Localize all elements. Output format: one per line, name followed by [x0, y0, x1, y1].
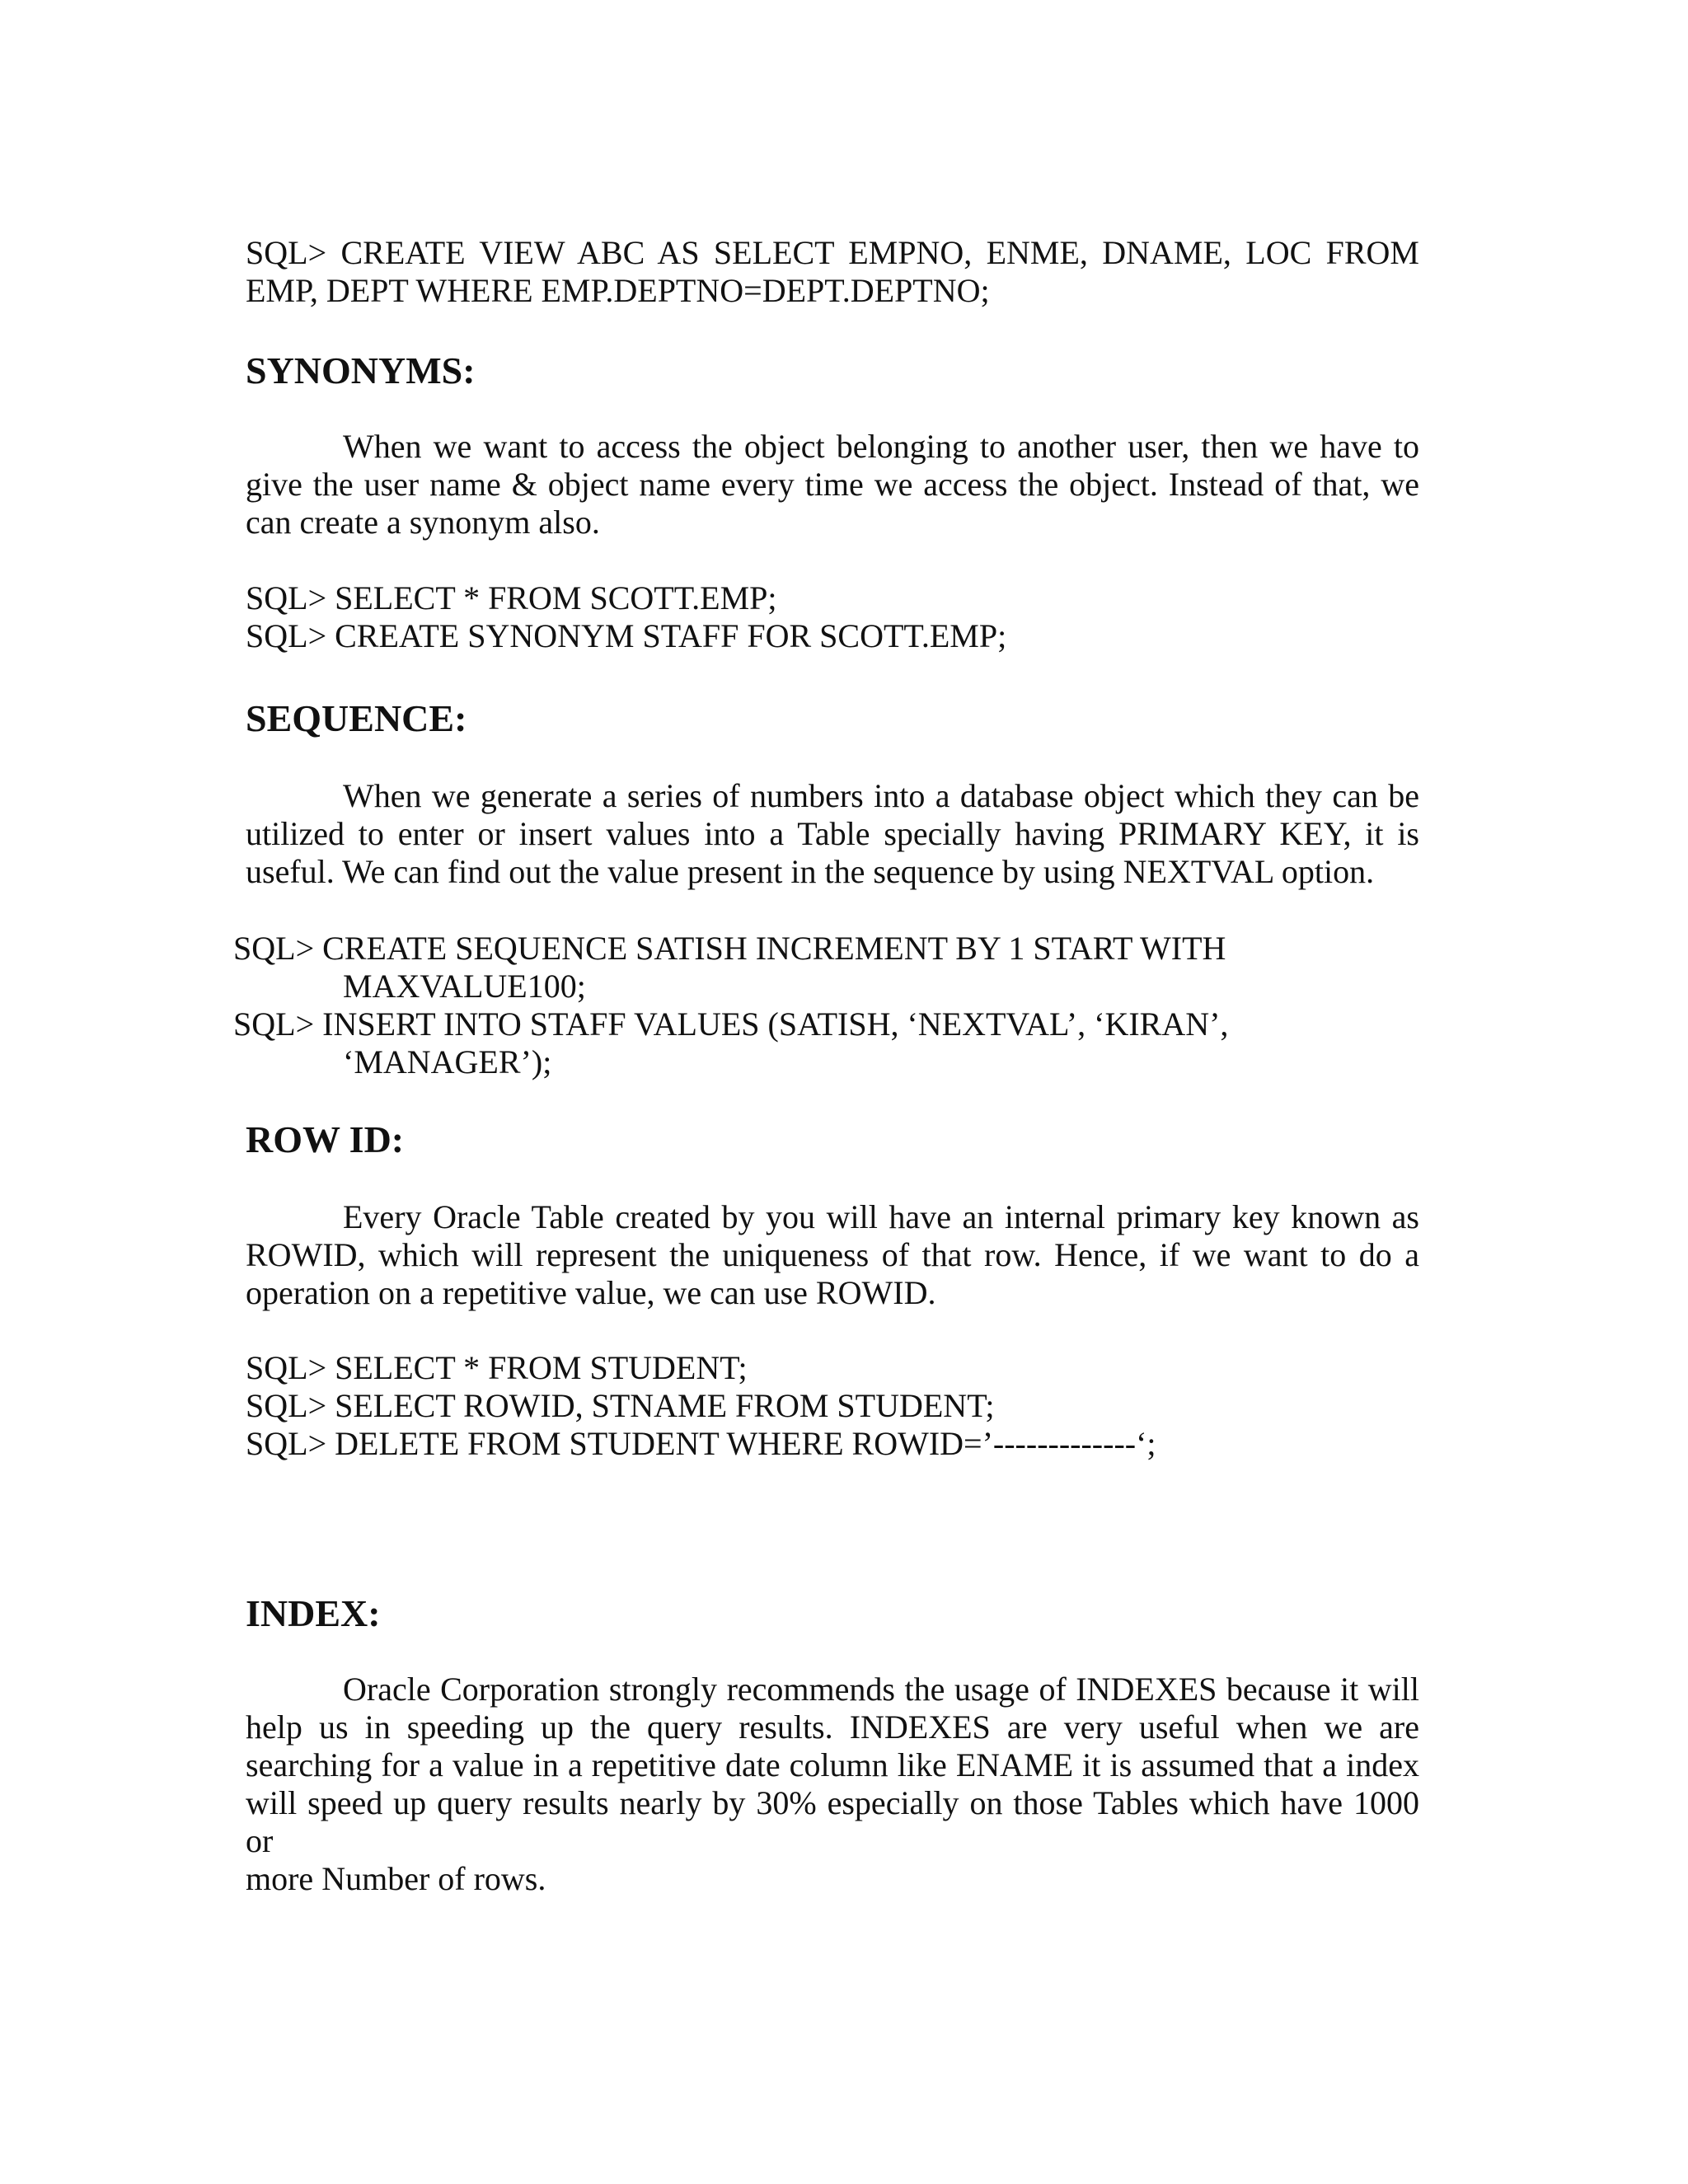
- synonyms-heading: SYNONYMS:: [246, 349, 476, 391]
- rowid-sql-2: SQL> SELECT ROWID, STNAME FROM STUDENT;: [246, 1387, 995, 1424]
- index-para-line-2: help us in speeding up the query results. INDEXES are very useful when we are: [246, 1708, 1419, 1746]
- synonyms-para-line-2: give the user name & object name every time we access the object. Instead of that, we: [246, 466, 1419, 503]
- rowid-para-line-1: Every Oracle Table created by you will have an internal primary key known as: [343, 1198, 1419, 1235]
- index-para-line-5: more Number of rows.: [246, 1860, 546, 1897]
- view-sql-line-1: SQL> CREATE VIEW ABC AS SELECT EMPNO, ENME, DNAME, LOC FROM: [246, 234, 1419, 271]
- rowid-sql-1: SQL> SELECT * FROM STUDENT;: [246, 1349, 748, 1386]
- synonyms-para-line-1: When we want to access the object belonging to another user, then we have to: [343, 428, 1419, 465]
- sequence-para-line-3: useful. We can find out the value present in the sequence by using NEXTVAL option.: [246, 853, 1375, 890]
- rowid-para-line-3: operation on a repetitive value, we can use ROWID.: [246, 1274, 936, 1311]
- sequence-sql-1b: MAXVALUE100;: [343, 968, 586, 1005]
- rowid-para-line-2: ROWID, which will represent the uniqueness of that row. Hence, if we want to do a: [246, 1236, 1419, 1273]
- rowid-sql-3: SQL> DELETE FROM STUDENT WHERE ROWID=’-------------‘;: [246, 1425, 1156, 1462]
- sequence-heading: SEQUENCE:: [246, 697, 467, 739]
- sequence-sql-1a: SQL> CREATE SEQUENCE SATISH INCREMENT BY 1 START WITH: [233, 930, 1226, 967]
- sequence-sql-2a: SQL> INSERT INTO STAFF VALUES (SATISH, ‘NEXTVAL’, ‘KIRAN’,: [233, 1005, 1229, 1043]
- view-sql-block: [246, 234, 1419, 310]
- sequence-paragraph: [246, 777, 1419, 891]
- index-heading: INDEX:: [246, 1592, 381, 1634]
- synonyms-para-line-3: can create a synonym also.: [246, 504, 600, 541]
- sequence-sql-2b: ‘MANAGER’);: [343, 1043, 552, 1080]
- rowid-heading: ROW ID:: [246, 1118, 405, 1160]
- index-para-line-4: will speed up query results nearly by 30% especially on those Tables which have 1000 or: [246, 1784, 1419, 1859]
- index-para-line-3: searching for a value in a repetitive date column like ENAME it is assumed that a index: [246, 1746, 1419, 1783]
- synonyms-sql-1: SQL> SELECT * FROM SCOTT.EMP;: [246, 579, 777, 616]
- synonyms-sql-2: SQL> CREATE SYNONYM STAFF FOR SCOTT.EMP;: [246, 617, 1007, 654]
- sequence-para-line-2: utilized to enter or insert values into a Table specially having PRIMARY KEY, it is: [246, 815, 1419, 852]
- sequence-para-line-1: When we generate a series of numbers into a database object which they can be: [343, 777, 1419, 814]
- index-para-line-1: Oracle Corporation strongly recommends the usage of INDEXES because it will: [343, 1671, 1419, 1708]
- view-sql-line-2: EMP, DEPT WHERE EMP.DEPTNO=DEPT.DEPTNO;: [246, 272, 990, 309]
- index-paragraph: [246, 1671, 1419, 1898]
- rowid-paragraph: [246, 1198, 1419, 1312]
- synonyms-paragraph: [246, 428, 1419, 541]
